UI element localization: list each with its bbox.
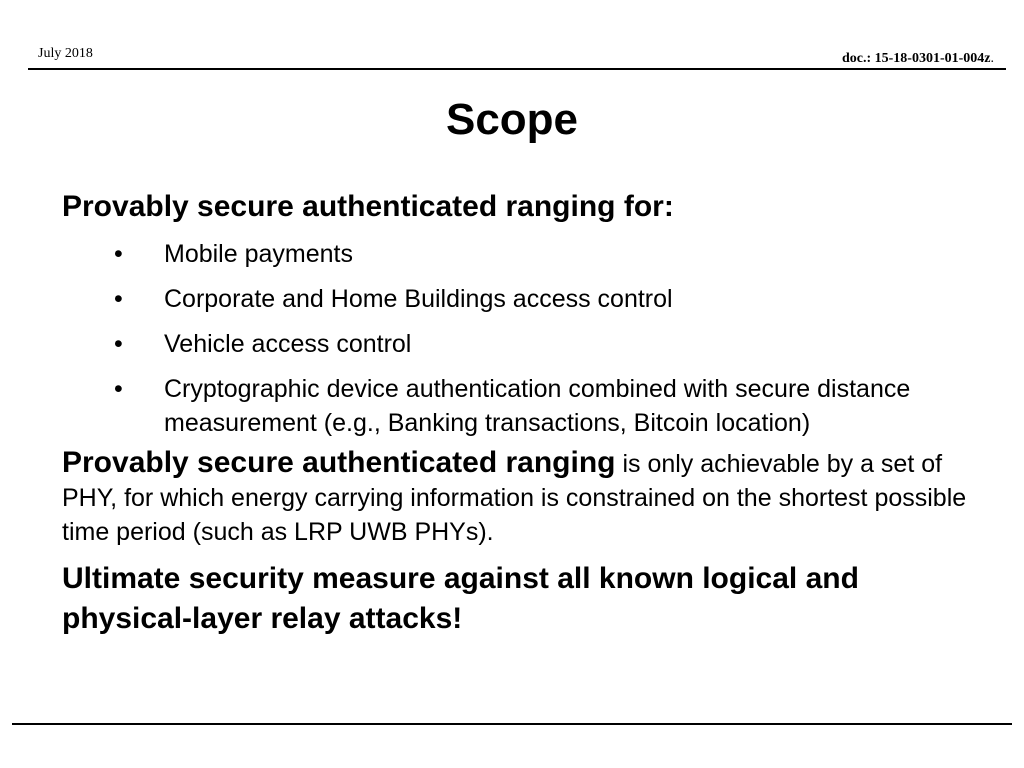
slide-title: Scope <box>445 95 579 144</box>
closing-statement: Ultimate security measure against all known logical and physical-layer relay attacks! <box>62 562 859 635</box>
bullet-icon: • <box>114 285 123 313</box>
header-date: July 2018 <box>38 46 93 61</box>
paragraph-emphasis: Provably secure authenticated ranging <box>62 446 616 479</box>
ranging-paragraph <box>62 446 992 549</box>
bullet-icon: • <box>114 375 123 403</box>
document-id-suffix: . <box>990 51 994 66</box>
list-item <box>62 282 992 316</box>
list-item <box>62 372 992 440</box>
lead-heading: Provably secure authenticated ranging for: <box>62 190 674 223</box>
slide-body <box>62 188 992 639</box>
use-case-list <box>62 237 992 440</box>
document-id-text: doc.: 15-18-0301-01-004z <box>841 51 991 66</box>
list-item-text: Mobile payments <box>164 240 353 268</box>
header-divider <box>28 68 1006 70</box>
list-item-text: Corporate and Home Buildings access control <box>164 285 673 313</box>
list-item <box>62 237 992 271</box>
list-item-text: Vehicle access control <box>164 330 412 358</box>
list-item-text: Cryptographic device authentication combined with secure distance measurement (e.g., Banking transactions, Bitcoin location) <box>164 375 911 437</box>
footer-divider <box>12 723 1012 725</box>
list-item <box>62 327 992 361</box>
paragraph-text: is only achievable by a set of PHY, for which energy carrying information is constrained on the shortest possible time period (such as LRP UWB PHYs). <box>62 450 967 546</box>
document-id <box>842 51 994 67</box>
bullet-icon: • <box>114 240 123 268</box>
bullet-icon: • <box>114 330 123 358</box>
